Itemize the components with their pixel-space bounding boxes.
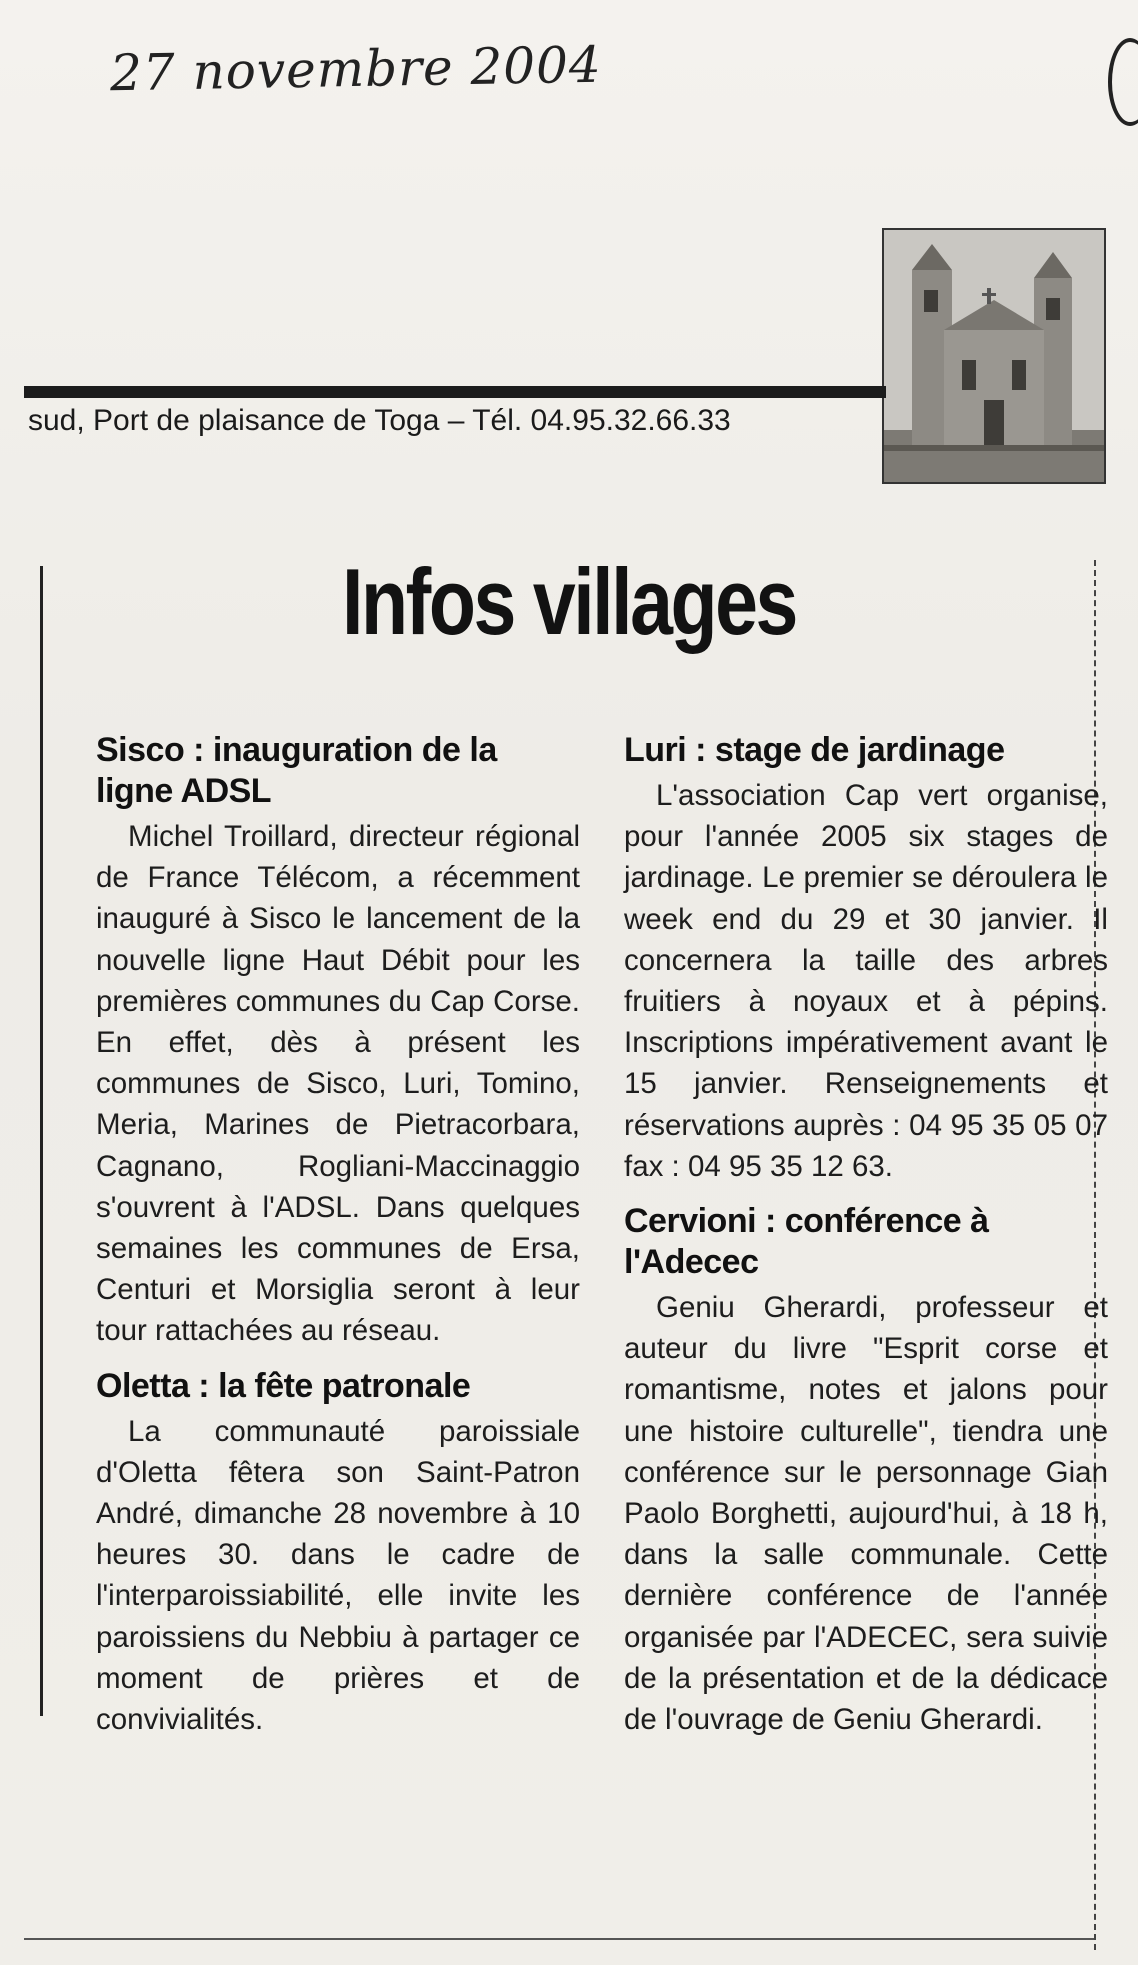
address-line: sud, Port de plaisance de Toga – Tél. 04.95.32.66.33: [28, 404, 731, 437]
article-body: La communauté paroissiale d'Oletta fêtera son Saint-Patron André, dimanche 28 novembre à 10 heures 30. dans le cadre de l'interparoissiabilité, elle invite les paroissiens du Nebbiu à partager ce moment de prières et de convivialités.: [96, 1414, 580, 1737]
church-illustration: [884, 230, 1104, 482]
top-divider: [24, 386, 886, 398]
article-oletta: [96, 1366, 580, 1741]
left-column-rule: [40, 566, 43, 1716]
article-sisco: [96, 730, 580, 1352]
bottom-divider: [24, 1938, 1094, 1940]
page-title: Infos villages: [342, 549, 796, 654]
article-heading: Oletta : la fête patronale: [96, 1366, 471, 1405]
article-heading: Sisco : inauguration de la ligne ADSL: [96, 731, 497, 810]
article-cervioni: [624, 1201, 1108, 1740]
church-photo: [882, 228, 1106, 484]
article-luri: [624, 730, 1108, 1187]
article-heading: Luri : stage de jardinage: [624, 731, 1005, 769]
handwritten-date: 27 novembre 2004: [109, 35, 603, 103]
article-body: L'association Cap vert organise, pour l'année 2005 six stages de jardinage. Le premier se déroulera le week end du 29 et 30 janvier. Il concernera la taille des arbres fruitiers à noyaux et à pépins. Inscriptions impérativement avant le 15 janvier. Renseignements et réservations auprès : 04 95 35 05 07 fax : 04 95 35 12 63.: [624, 779, 1108, 1183]
article-heading: Cervioni : conférence à l'Adecec: [624, 1202, 989, 1282]
article-body: Michel Troillard, directeur régional de France Télécom, a récemment inauguré à Sisco le lancement de la nouvelle ligne Haut Débit pour les premières communes du Cap Corse. En effet, dès à présent les communes de Sisco, Luri, Tomino, Meria, Marines de Pietracorbara, Cagnano, Rogliani-Maccinaggio s'ouvrent à l'ADSL. Dans quelques semaines les communes de Ersa, Centuri et Morsiglia seront à leur tour rattachées au réseau.: [96, 820, 580, 1348]
left-column: [96, 730, 580, 1740]
article-body: Geniu Gherardi, professeur et auteur du livre "Esprit corse et romantisme, notes et jalons pour une histoire culturelle", tiendra une conférence sur le personnage Gian Paolo Borghetti, aujourd'hui, à 18 h, dans la salle communale. Cette dernière conférence de l'année organisée par l'ADECEC, sera suivie de la présentation et de la dédicace de l'ouvrage de Geniu Gherardi.: [624, 1291, 1108, 1737]
right-column: [624, 730, 1108, 1740]
